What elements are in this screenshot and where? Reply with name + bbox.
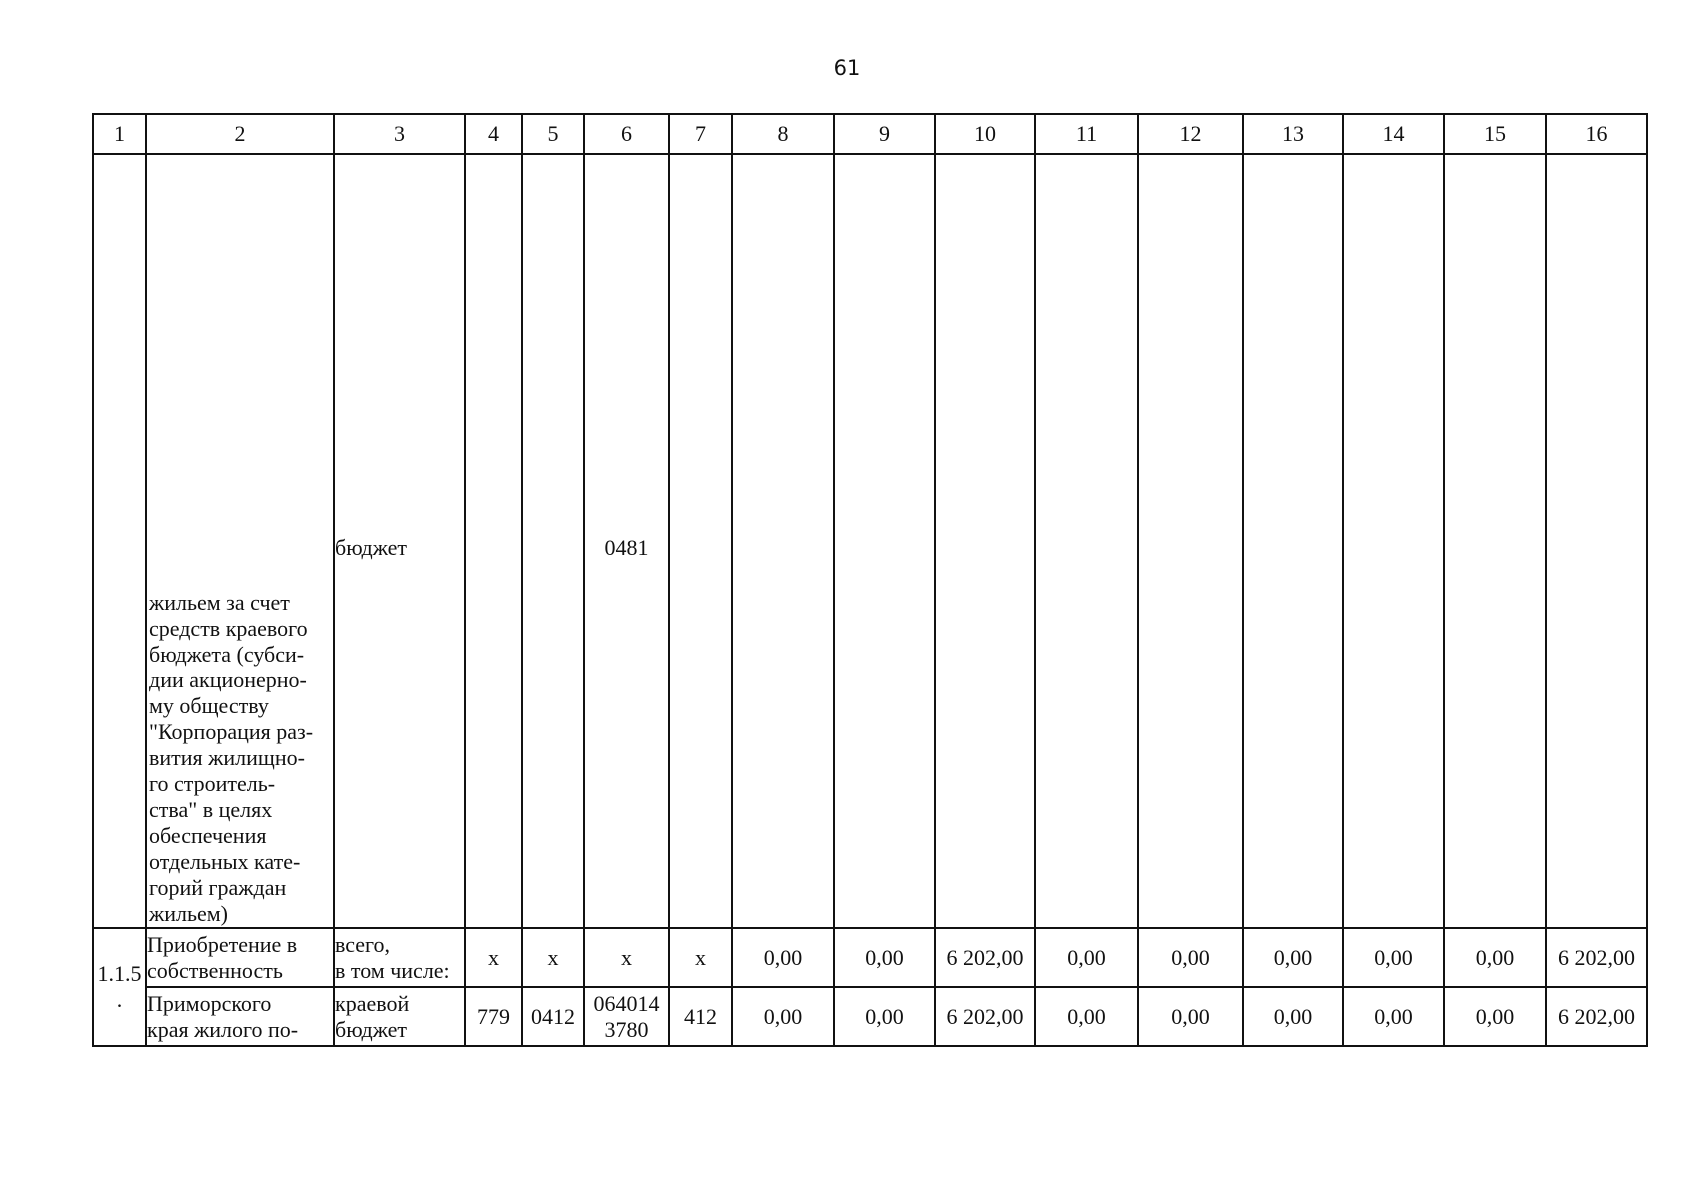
empty-cell: [1546, 154, 1647, 928]
column-header: 7: [669, 114, 732, 154]
column-header: 8: [732, 114, 834, 154]
value-cell: 6 202,00: [935, 987, 1035, 1046]
value-cell: 0,00: [1138, 987, 1243, 1046]
empty-cell: [1444, 154, 1546, 928]
column-header: 5: [522, 114, 584, 154]
column-header: 3: [334, 114, 465, 154]
budget-table: [92, 113, 1648, 1047]
value-cell: 0,00: [1343, 987, 1444, 1046]
value-cell: 0,00: [732, 928, 834, 987]
value-cell: 6 202,00: [1546, 987, 1647, 1046]
empty-cell: [834, 154, 935, 928]
value-cell: 0,00: [1243, 928, 1343, 987]
continuation-source: бюджет: [335, 535, 407, 560]
value-cell: 6 202,00: [935, 928, 1035, 987]
value-cell: 0,00: [1138, 928, 1243, 987]
continuation-source-cell: [334, 154, 465, 928]
column-header: 14: [1343, 114, 1444, 154]
column-header: 15: [1444, 114, 1546, 154]
value-cell: 0,00: [834, 928, 935, 987]
column-header: 6: [584, 114, 669, 154]
column-header: 4: [465, 114, 522, 154]
empty-cell: [1343, 154, 1444, 928]
continuation-description: жильем за счет средств краевого бюджета (субси- дии акционерно- му обществу "Корпорация раз- вития жилищно- го строитель- ства" в целях обеспечения отдельных кате- горий граждан жильем): [146, 154, 334, 928]
column-header: 9: [834, 114, 935, 154]
value-cell: 0,00: [834, 987, 935, 1046]
empty-cell: [465, 154, 522, 928]
value-cell: 0,00: [1035, 987, 1138, 1046]
item-description: Приморского края жилого по-: [146, 987, 334, 1046]
column-header: 1: [93, 114, 146, 154]
continuation-code: 0481: [604, 535, 649, 560]
code-cell: х: [584, 928, 669, 987]
code-cell: х: [522, 928, 584, 987]
column-header: 11: [1035, 114, 1138, 154]
page-number: 61: [833, 56, 861, 80]
table-row: [93, 987, 1647, 1046]
code-cell: 064014 3780: [584, 987, 669, 1046]
value-cell: 0,00: [1243, 987, 1343, 1046]
value-cell: 0,00: [1444, 987, 1546, 1046]
column-header: 10: [935, 114, 1035, 154]
item-number: 1.1.5 .: [93, 928, 146, 1046]
value-cell: 0,00: [1444, 928, 1546, 987]
empty-cell: [732, 154, 834, 928]
column-header: 16: [1546, 114, 1647, 154]
code-cell: 412: [669, 987, 732, 1046]
column-header: 12: [1138, 114, 1243, 154]
code-cell: 0412: [522, 987, 584, 1046]
item-description: Приобретение в собственность: [146, 928, 334, 987]
empty-cell: [935, 154, 1035, 928]
code-cell: 779: [465, 987, 522, 1046]
empty-cell: [522, 154, 584, 928]
funding-source: краевой бюджет: [334, 987, 465, 1046]
empty-cell: [1035, 154, 1138, 928]
code-cell: х: [465, 928, 522, 987]
column-number-row: [93, 114, 1647, 154]
item-number-cell: [93, 154, 146, 928]
value-cell: 0,00: [1343, 928, 1444, 987]
column-header: 2: [146, 114, 334, 154]
continuation-row: [93, 154, 1647, 928]
continuation-code-cell: [584, 154, 669, 928]
code-cell: х: [669, 928, 732, 987]
empty-cell: [669, 154, 732, 928]
empty-cell: [1138, 154, 1243, 928]
value-cell: 0,00: [732, 987, 834, 1046]
funding-source: всего, в том числе:: [334, 928, 465, 987]
table-row: [93, 928, 1647, 987]
column-header: 13: [1243, 114, 1343, 154]
value-cell: 0,00: [1035, 928, 1138, 987]
empty-cell: [1243, 154, 1343, 928]
value-cell: 6 202,00: [1546, 928, 1647, 987]
